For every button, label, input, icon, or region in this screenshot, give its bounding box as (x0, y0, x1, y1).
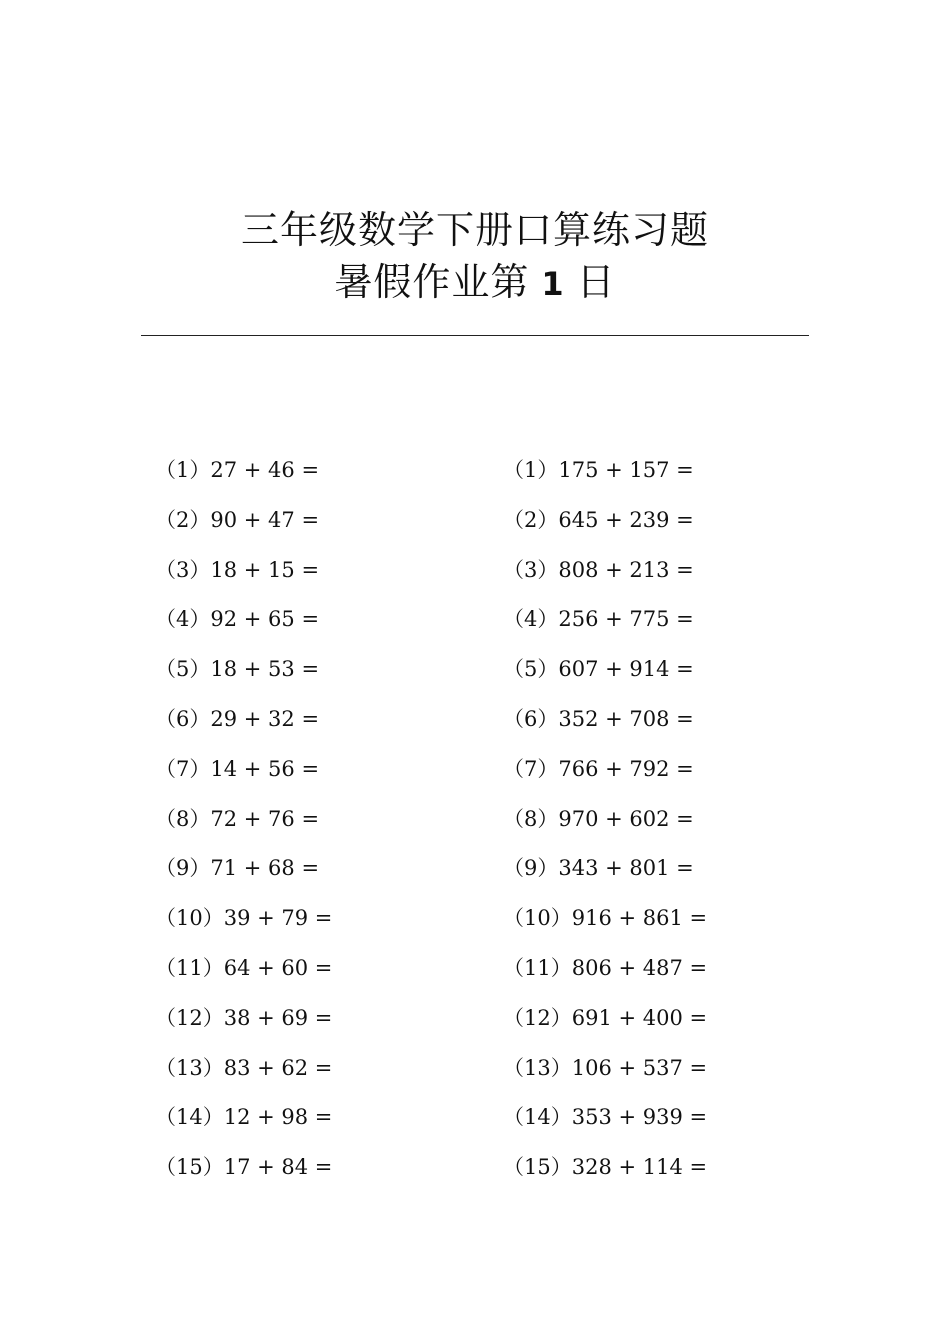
problem-item (503, 753, 707, 803)
subtitle-suffix: 日 (576, 260, 616, 304)
problem-number: （2） (155, 507, 211, 532)
problem-item (155, 504, 332, 554)
problem-item (155, 753, 332, 803)
problem-item (155, 1101, 332, 1151)
problem-item (503, 902, 707, 952)
problem-expression: 343 + 801 = (558, 856, 694, 881)
problem-number: （3） (155, 557, 211, 582)
problem-number: （7） (503, 756, 559, 781)
problem-number: （14） (155, 1105, 224, 1130)
problem-item (503, 653, 707, 703)
problem-item (155, 603, 332, 653)
problem-number: （9） (503, 856, 559, 881)
problem-item (155, 952, 332, 1002)
document-header (0, 204, 950, 310)
right-problem-column (503, 454, 707, 1201)
problem-expression: 38 + 69 = (223, 1005, 333, 1030)
problem-number: （8） (155, 806, 211, 831)
problem-expression: 352 + 708 = (558, 706, 694, 731)
problem-number: （11） (503, 955, 572, 980)
problem-number: （13） (503, 1055, 572, 1080)
problem-item (155, 653, 332, 703)
problem-expression: 806 + 487 = (571, 955, 708, 980)
problem-item (503, 803, 707, 853)
problem-item (503, 703, 707, 753)
problem-item (155, 1151, 332, 1201)
problem-number: （5） (155, 657, 211, 682)
problem-expression: 12 + 98 = (223, 1105, 333, 1130)
subtitle-prefix: 暑假作业第 (334, 260, 530, 304)
problem-number: （4） (503, 607, 559, 632)
problem-expression: 353 + 939 = (571, 1105, 708, 1130)
problem-number: （15） (155, 1155, 224, 1180)
header-divider (141, 335, 809, 336)
problem-number: （11） (155, 955, 224, 980)
problem-number: （8） (503, 806, 559, 831)
problem-item (155, 1002, 332, 1052)
problem-number: （5） (503, 657, 559, 682)
problem-item (503, 1002, 707, 1052)
problem-expression: 92 + 65 = (210, 607, 320, 632)
problem-item (503, 454, 707, 504)
page-subtitle (0, 256, 950, 310)
problem-expression: 39 + 79 = (223, 906, 333, 931)
problem-expression: 27 + 46 = (210, 458, 320, 482)
problem-expression: 256 + 775 = (558, 607, 694, 632)
problem-expression: 83 + 62 = (223, 1055, 333, 1080)
problem-item (503, 554, 707, 604)
problem-expression: 916 + 861 = (571, 906, 708, 931)
problem-item (503, 952, 707, 1002)
problem-expression: 17 + 84 = (223, 1155, 333, 1180)
page-title: 三年级数学下册口算练习题 (240, 208, 709, 252)
day-number: 1 (541, 265, 565, 303)
problem-item (503, 852, 707, 902)
problem-number: （12） (155, 1005, 224, 1030)
problem-expression: 71 + 68 = (210, 856, 320, 881)
problem-number: （9） (155, 856, 211, 881)
problem-number: （3） (503, 557, 559, 582)
problem-item (503, 603, 707, 653)
problem-item (155, 703, 332, 753)
problem-expression: 72 + 76 = (210, 806, 320, 831)
problem-expression: 691 + 400 = (571, 1005, 708, 1030)
problem-item (155, 554, 332, 604)
problem-item (503, 1101, 707, 1151)
problem-number: （13） (155, 1055, 224, 1080)
problem-item (155, 852, 332, 902)
problem-item (503, 1151, 707, 1201)
problem-item (155, 454, 332, 504)
problem-expression: 90 + 47 = (210, 507, 320, 532)
problem-expression: 970 + 602 = (558, 806, 694, 831)
problem-number: （15） (503, 1155, 572, 1180)
problem-item (155, 1052, 332, 1102)
problem-item (503, 1052, 707, 1102)
problem-expression: 328 + 114 = (571, 1155, 708, 1180)
problem-expression: 808 + 213 = (558, 557, 694, 582)
problem-expression: 14 + 56 = (210, 756, 320, 781)
problem-number: （14） (503, 1105, 572, 1130)
problem-item (155, 902, 332, 952)
problem-number: （2） (503, 507, 559, 532)
problem-expression: 18 + 15 = (210, 557, 320, 582)
problem-expression: 175 + 157 = (558, 458, 694, 482)
problem-number: （12） (503, 1005, 572, 1030)
problem-expression: 64 + 60 = (223, 955, 333, 980)
problem-expression: 766 + 792 = (558, 756, 694, 781)
left-problem-column (155, 454, 332, 1201)
problem-expression: 29 + 32 = (210, 706, 320, 731)
problem-item (155, 803, 332, 853)
problem-number: （10） (503, 906, 572, 931)
problem-number: （6） (503, 706, 559, 731)
problem-expression: 106 + 537 = (571, 1055, 708, 1080)
problem-expression: 607 + 914 = (558, 657, 694, 682)
problem-number: （7） (155, 756, 211, 781)
problem-item (503, 504, 707, 554)
problem-number: （1） (503, 458, 559, 482)
problem-expression: 645 + 239 = (558, 507, 694, 532)
problem-number: （1） (155, 458, 211, 482)
problem-number: （10） (155, 906, 224, 931)
problem-expression: 18 + 53 = (210, 657, 320, 682)
problem-number: （6） (155, 706, 211, 731)
problem-number: （4） (155, 607, 211, 632)
